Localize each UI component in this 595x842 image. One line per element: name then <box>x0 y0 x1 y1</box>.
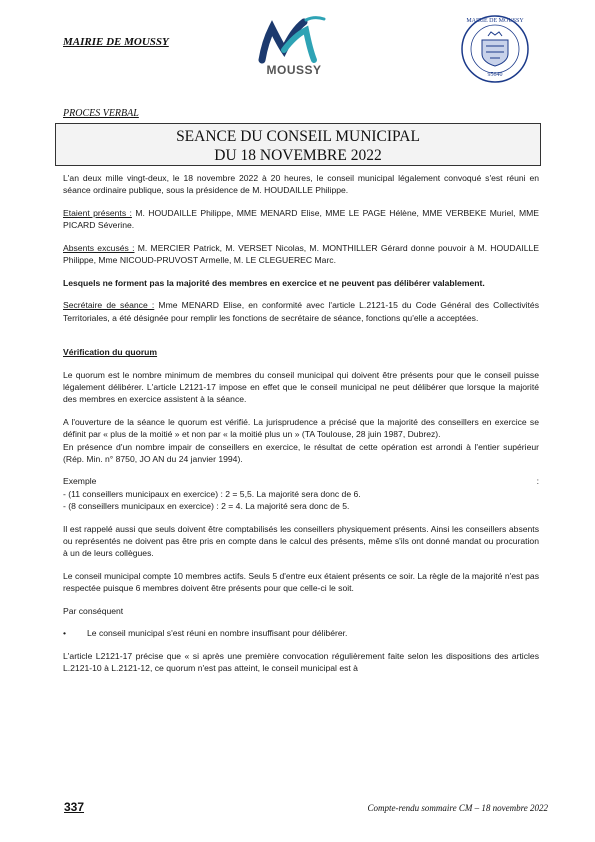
bullet-icon: • <box>63 628 67 639</box>
quorum-heading: Vérification du quorum <box>63 347 158 358</box>
exemple-block <box>63 475 539 512</box>
rappel-paragraph: Il est rappelé aussi que seuls doivent être comptabilisés les conseillers physiquement présents. Ainsi les conseillers absents ou représentés ne doivent pas être pris en compte dans le calcul des présents, même s'ils ont donné mandat ou procuration à un de leurs collègues. <box>63 523 539 558</box>
exemple-label: Exemple <box>63 476 97 487</box>
absents-text: M. MERCIER Patrick, M. VERSET Nicolas, M. MONTHILLER Gérard donne pouvoir à M. HOUDAILLE Philippe, Mme NICOUD-PRUVOST Armelle, M. LE CLEGUEREC Marc. <box>63 242 539 266</box>
exemple-line-1: - (11 conseillers municipaux en exercice) : 2 = 5,5. La majorité sera donc de 6. <box>63 488 361 499</box>
exemple-line-2: - (8 conseillers municipaux en exercice) : 2 = 4. La majorité sera donc de 5. <box>63 500 350 511</box>
seal-bottom-text: 95640 <box>487 72 503 78</box>
document-body <box>63 172 539 685</box>
majorite-paragraph: Lesquels ne forment pas la majorité des membres en exercice et ne peuvent pas délibérer valablement. <box>63 277 485 288</box>
moussy-logo-icon <box>254 14 334 64</box>
title-line-1: SEANCE DU CONSEIL MUNICIPAL <box>176 128 420 145</box>
quorum-paragraph-3: En présence d'un nombre impair de conseillers en exercice, le résultat de cette opération est arrondi à l'entier supérieur (Rép. Min. n° 8750, JO AN du 24 janvier 1994). <box>63 441 539 464</box>
presents-text: M. HOUDAILLE Philippe, MME MENARD Elise, MME LE PAGE Hélène, MME VERBEKE Muriel, MME PICARD Séverine. <box>63 207 539 231</box>
presents-paragraph <box>63 207 539 231</box>
title-box <box>55 123 541 166</box>
consequent-paragraph: Par conséquent <box>63 605 124 616</box>
logo-text: MOUSSY <box>266 63 322 77</box>
bullet-text: Le conseil municipal s'est réuni en nombre insuffisant pour délibérer. <box>87 628 348 639</box>
presents-label: Etaient présents : <box>63 207 132 218</box>
secretaire-text: Mme MENARD Elise, en conformité avec l'article L.2121-15 du Code Général des Collectivités Territoriales, a été désignée pour remplir les fonctions de secrétaire de séance, fonctions qu'elle a acceptées. <box>63 300 539 323</box>
page-number: 337 <box>64 800 85 814</box>
mairie-header: MAIRIE DE MOUSSY <box>63 36 169 48</box>
intro-paragraph: L'an deux mille vingt-deux, le 18 novembre 2022 à 20 heures, le conseil municipal légalement convoqué s'est réuni en séance ordinaire publique, sous la présidence de M. HOUDAILLE Philippe. <box>63 173 539 196</box>
mairie-seal <box>460 14 530 84</box>
last-paragraph: L'article L2121-17 précise que « si après une première convocation régulièrement faite selon les dispositions des articles L.2121-10 à L.2121-12, ce quorum n'est pas atteint, le conseil municipal est à <box>63 650 539 674</box>
bullet-item <box>63 627 539 639</box>
secretaire-paragraph <box>63 299 539 323</box>
compte-paragraph: Le conseil municipal compte 10 membres actifs. Seuls 5 d'entre eux étaient présents ce soir. La règle de la majorité n'est pas respectée puisque 6 membres doivent être présents pour que celle-ci le soit. <box>63 570 539 593</box>
absents-paragraph <box>63 242 539 266</box>
footer-caption: Compte-rendu sommaire CM – 18 novembre 2022 <box>367 803 548 813</box>
title-line-2: DU 18 NOVEMBRE 2022 <box>214 147 382 164</box>
moussy-logo <box>254 14 334 80</box>
secretaire-label: Secrétaire de séance : <box>63 300 155 311</box>
quorum-paragraph-1: Le quorum est le nombre minimum de membres du conseil municipal qui doivent être présents pour que le conseil puisse légalement délibérer. L'article L2121-17 impose en effet que le conseil municipal ne peut délibérer que lorsque la majorité des membres en exercice assistent à la séance. <box>63 370 539 405</box>
quorum-paragraph-2: A l'ouverture de la séance le quorum est vérifié. La jurisprudence a précisé que la majorité des conseillers en exercice se définit par « plus de la moitié » et non par « la moitié plus un » (TA Toulouse, 28 juin 1987, Dubrez). <box>63 417 539 440</box>
absents-label: Absents excusés : <box>63 242 135 253</box>
exemple-colon: : <box>536 476 539 487</box>
proces-verbal-label: PROCES VERBAL <box>63 108 139 119</box>
seal-top-text: MAIRIE DE MOUSSY <box>466 18 524 24</box>
